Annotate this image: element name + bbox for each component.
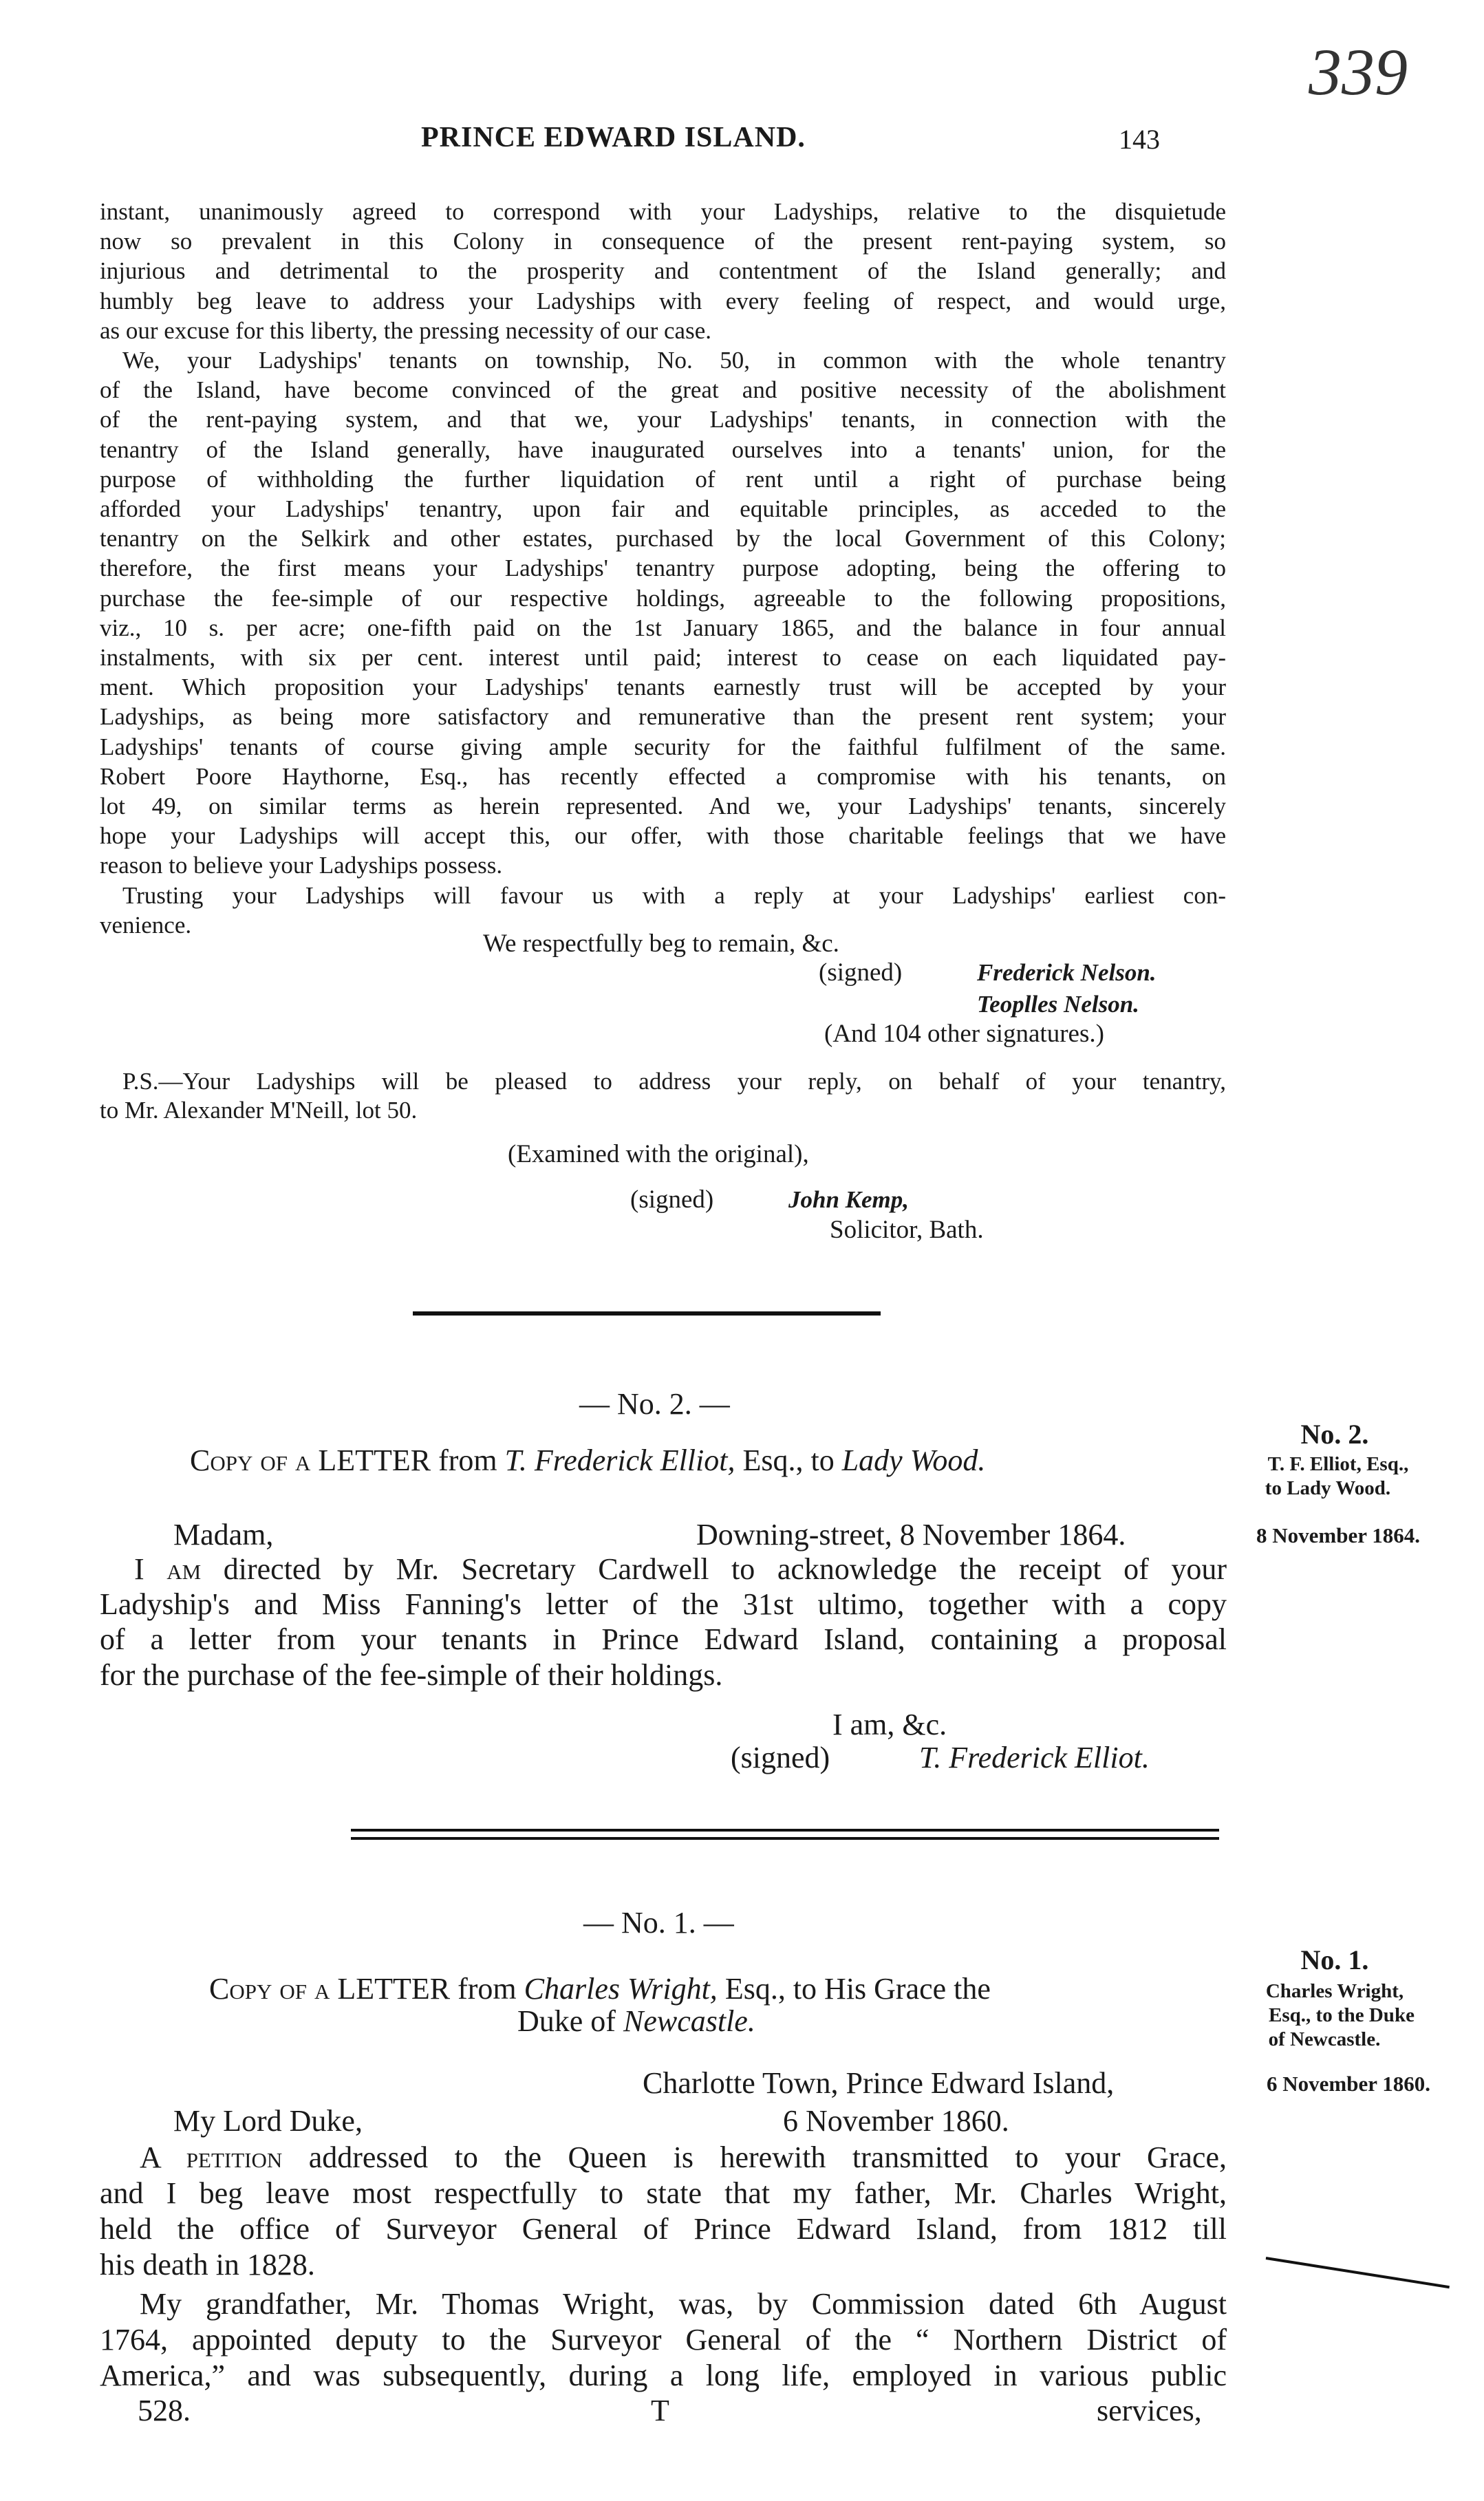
margin-note-1-line-3: of Newcastle. (1268, 2028, 1381, 2050)
section-2-body-line-4: for the purchase of the fee-simple of their holdings. (100, 1658, 723, 1692)
tenants-letter-line: ment. Which proposition your Ladyships' tenants earnestly trust will be accepted by your (100, 674, 1226, 701)
margin-note-1-line-1: Charles Wright, (1265, 1980, 1404, 2002)
tenants-letter-line: tenantry on the Selkirk and other estates, purchased by the local Government of this Colony; (100, 525, 1226, 552)
margin-note-2-date: 8 November 1864. (1256, 1523, 1420, 1547)
para1-line-1-text: addressed to the Queen is herewith transmitted to your Grace, (308, 2140, 1227, 2174)
margin-note-2-line-2: to Lady Wood. (1265, 1477, 1391, 1499)
title-from: from (458, 1972, 517, 2006)
tenants-letter-line: of the Island, have become convinced of the great and positive necessity of the abolishment (100, 376, 1226, 404)
tenants-letter-line: humbly beg leave to address your Ladyships with every feeling of respect, and would urge, (100, 287, 1226, 314)
tenants-letter-line: Ladyships' tenants of course giving ample security for the faithful fulfilment of the same. (100, 733, 1226, 760)
tenants-letter-line: venience. (100, 911, 192, 938)
tenants-letter-line: now so prevalent in this Colony in consequence of the present rent-paying system, so (100, 228, 1226, 255)
letter-closing: We respectfully beg to remain, &c. (483, 930, 839, 958)
tenants-letter-line: Ladyships, as being more satisfactory and remunerative than the present rent system; your (100, 703, 1226, 731)
section-1-number-heading: — No. 1. — (583, 1906, 734, 1940)
title-copy: Copy of a (190, 1443, 311, 1477)
tenants-letter-line: hope your Ladyships will accept this, our offer, with those charitable feelings that we have (100, 822, 1226, 850)
section-2-salutation: Madam, (173, 1518, 274, 1552)
margin-note-1-line-2: Esq., to the Duke (1269, 2004, 1415, 2026)
tenants-letter-line: of the rent-paying system, and that we, your Ladyships' tenants, in connection with the (100, 406, 1226, 433)
tenants-letter-line: Trusting your Ladyships will favour us with a reply at your Ladyships' earliest con- (122, 881, 1226, 909)
tenants-letter-line: purchase the fee-simple of our respective holdings, agreeable to the following propositions, (100, 584, 1226, 612)
tenants-letter-line: instalments, with six per cent. interest until paid; interest to cease on each liquidated pay- (100, 644, 1226, 671)
title-esq: Esq., to His Grace the (724, 1972, 991, 2006)
section-2-number-heading: — No. 2. — (579, 1387, 730, 1421)
examined-signed-label: (signed) (630, 1185, 714, 1214)
body-lead: I am (134, 1552, 202, 1586)
tenants-letter-line: instant, unanimously agreed to correspond with your Ladyships, relative to the disquietude (100, 198, 1226, 225)
section-1-para2-line-3: America,” and was subsequently, during a long life, employed in various public (100, 2359, 1227, 2392)
title-duke-of: Duke of (517, 2004, 616, 2038)
sheet-number: 528. (138, 2394, 191, 2427)
margin-note-2-number: No. 2. (1300, 1419, 1369, 1450)
page-number: 143 (1119, 124, 1160, 155)
section-1-salutation: My Lord Duke, (173, 2104, 363, 2138)
title-letter: LETTER (318, 1443, 431, 1477)
section-2-title (190, 1441, 985, 1479)
title-from: from (438, 1443, 497, 1477)
folio-mark: 339 (1309, 35, 1408, 109)
section-1-date: 6 November 1860. (783, 2104, 1009, 2138)
section-1-para2-line-2: 1764, appointed deputy to the Surveyor General of the “ Northern District of (100, 2323, 1227, 2357)
section-1-para1-line-1 (140, 2138, 1227, 2176)
tenants-letter-line: Robert Poore Haythorne, Esq., has recently effected a compromise with his tenants, on (100, 762, 1226, 790)
title-newcastle: Newcastle. (623, 2004, 755, 2038)
margin-note-2-line-1: T. F. Elliot, Esq., (1267, 1453, 1409, 1475)
title-sender: Charles Wright, (524, 1972, 718, 2006)
body-line-1-text: directed by Mr. Secretary Cardwell to acknowledge the receipt of your (223, 1552, 1227, 1586)
title-copy: Copy of a (209, 1972, 330, 2006)
margin-note-1-date: 6 November 1860. (1267, 2072, 1430, 2096)
signer-frederick-nelson: Frederick Nelson. (977, 959, 1157, 986)
tenants-letter-line: afforded your Ladyships' tenantry, upon fair and equitable principles, as acceded to the (100, 495, 1226, 522)
catchword: services, (1097, 2394, 1202, 2427)
examined-note: (Examined with the original), (508, 1140, 809, 1168)
section-1-para1-line-4: his death in 1828. (100, 2248, 315, 2282)
section-2-place-date: Downing-street, 8 November 1864. (696, 1518, 1126, 1552)
tenants-letter-line: viz., 10 s. per acre; one-fifth paid on the 1st January 1865, and the balance in four annual (100, 614, 1226, 641)
examiner-name: John Kemp, (788, 1186, 910, 1213)
margin-pen-stroke (1266, 2257, 1450, 2288)
title-letter: LETTER (337, 1972, 451, 2006)
title-esq: Esq., to (742, 1443, 835, 1477)
section-divider (413, 1311, 881, 1316)
section-2-body-line-1 (134, 1550, 1227, 1588)
other-signatures: (And 104 other signatures.) (824, 1020, 1104, 1048)
tenants-letter-line: tenantry of the Island generally, have inaugurated ourselves into a tenants' union, for the (100, 436, 1226, 463)
section-2-body-line-3: of a letter from your tenants in Prince Edward Island, containing a proposal (100, 1622, 1227, 1656)
tenants-letter-line: injurious and detrimental to the prosperity and contentment of the Island generally; and (100, 257, 1226, 285)
section-1-place: Charlotte Town, Prince Edward Island, (643, 2066, 1115, 2100)
postscript-line-1: P.S.—Your Ladyships will be pleased to address your reply, on behalf of your tenantry, (122, 1068, 1226, 1095)
double-rule-top (351, 1829, 1219, 1832)
tenants-letter-line: We, your Ladyships' tenants on township, No. 50, in common with the whole tenantry (122, 347, 1226, 374)
tenants-letter-line: lot 49, on similar terms as herein represented. And we, your Ladyships' tenants, sincerely (100, 793, 1226, 819)
running-title: PRINCE EDWARD ISLAND. (421, 122, 806, 153)
tenants-letter-line: therefore, the first means your Ladyships' tenantry purpose adopting, being the offering to (100, 555, 1226, 582)
section-1-title-line-2 (517, 2002, 755, 2040)
signature-mark: T (651, 2394, 669, 2427)
signer-teoplles-nelson: Teoplles Nelson. (977, 991, 1139, 1018)
tenants-letter-line: reason to believe your Ladyships possess. (100, 852, 503, 879)
section-2-body-line-2: Ladyship's and Miss Fanning's letter of the 31st ultimo, together with a copy (100, 1587, 1227, 1621)
section-2-closing: I am, &c. (832, 1708, 947, 1741)
tenants-letter-line: as our excuse for this liberty, the pressing necessity of our case. (100, 316, 711, 344)
examiner-title: Solicitor, Bath. (830, 1216, 984, 1244)
tenants-letter-line: purpose of withholding the further liquidation of rent until a right of purchase being (100, 465, 1226, 493)
section-2-signed-label: (signed) (731, 1741, 830, 1774)
signed-label: (signed) (819, 958, 903, 987)
section-1-para2-line-1: My grandfather, Mr. Thomas Wright, was, by Commission dated 6th August (140, 2287, 1227, 2321)
postscript-line-2: to Mr. Alexander M'Neill, lot 50. (100, 1097, 418, 1124)
margin-note-1-number: No. 1. (1300, 1944, 1369, 1975)
section-1-para1-line-3: held the office of Surveyor General of Prince Edward Island, from 1812 till (100, 2212, 1227, 2246)
section-2-signer: T. Frederick Elliot. (919, 1741, 1150, 1774)
title-recipient: Lady Wood. (841, 1443, 986, 1477)
section-1-para1-line-2: and I beg leave most respectfully to state that my father, Mr. Charles Wright, (100, 2176, 1227, 2210)
title-sender: T. Frederick Elliot, (504, 1443, 735, 1477)
para1-lead: A petition (140, 2140, 283, 2174)
double-rule-bottom (351, 1837, 1219, 1840)
